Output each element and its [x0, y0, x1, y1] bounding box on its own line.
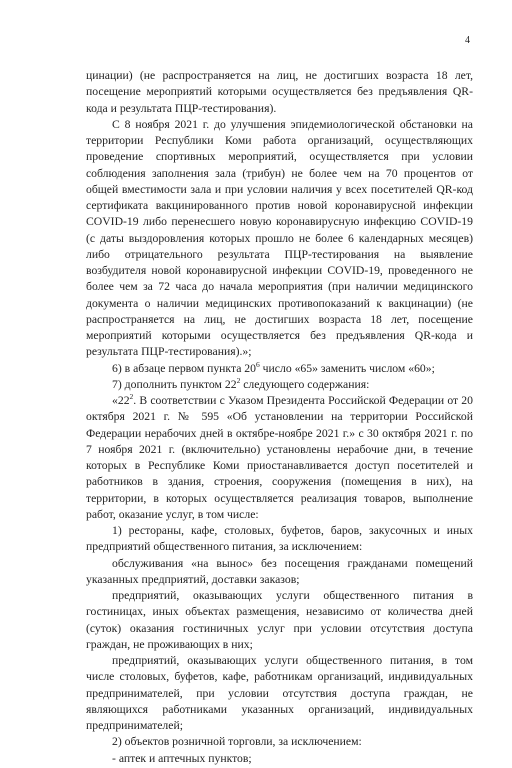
paragraph-pharmacies: - аптек и аптечных пунктов;: [112, 751, 252, 765]
paragraph-employee-catering: предприятий, оказывающих услуги общественного питания, в том числе столовых, буфетов, кафе, работникам организаций, индивидуальных предпринимателей, при условии отсутствия доступа граждан, не являющихся работниками указанных организаций, индивидуальных предпринимателей;: [86, 654, 473, 732]
amendment-7-text-tail: следующего содержания:: [240, 377, 370, 391]
superscript: 2: [236, 375, 241, 385]
item-22-2-text: . В соответствии с Указом Президента Российской Федерации от 20 октября 2021 г. № 595 «Об установлении на территории Российской Федерации нерабочих дней в октябре-ноябре 2021 г.» с 30 октября 2021 г. по 7 ноября 2021 г. (включительно) установлены нерабочие дни, в течение которых в Республике Коми приостанавливается доступ посетителей и работников в здания, строения, сооружения (помещения в них), на территории, в которых осуществляется реализация товаров, выполнение работ, оказание услуг, в том числе:: [86, 394, 473, 521]
amendment-6-text-tail: число «65» заменить числом «60»;: [259, 361, 435, 375]
item-22-2-number: «22: [112, 394, 130, 407]
superscript: 2: [129, 392, 134, 401]
amendment-7-text: 7) дополнить пунктом 22: [112, 377, 237, 391]
superscript: 6: [256, 359, 260, 369]
page-number: 4: [465, 35, 470, 46]
amendment-6-text: 6) в абзаце первом пункта 20: [112, 361, 256, 375]
paragraph-retail: 2) объектов розничной торговли, за исключением:: [112, 735, 362, 749]
paragraph-hotels: предприятий, оказывающих услуги общественного питания в гостиницах, иных объектах размещения, независимо от количества дней (суток) оказания гостиничных услуг при условии отсутствия доступа граждан, не проживающих в них;: [86, 589, 473, 651]
paragraph-takeaway: обслуживания «на вынос» без посещения гражданами помещений указанных предприятий, доставки заказов;: [86, 556, 473, 586]
paragraph-item-22-2: [86, 393, 473, 523]
paragraph-restaurants: 1) рестораны, кафе, столовых, буфетов, баров, закусочных и иных предприятий общественного питания, за исключением:: [86, 524, 473, 554]
paragraph-sports-events: С 8 ноября 2021 г. до улучшения эпидемиологической обстановки на территории Республики Коми работа организаций, осуществляющих проведение спортивных мероприятий, осуществляется при условии соблюдения заполнения зала (трибун) не более чем на 70 процентов от общей вместимости зала и при условии наличия у всех посетителей QR-код сертификата вакцинированного против новой коронавирусной инфекции COVID-19 либо перенесшего новую коронавирусную инфекцию COVID-19 (с даты выздоровления которых прошло не более 6 календарных месяцев) либо отрицательного результата ПЦР-тестирования на выявление возбудителя новой коронавирусной инфекции COVID-19, проведенного не более чем за 72 часа до начала мероприятия (при наличии медицинского документа о наличии медицинских противопоказаний к вакцинации) (не распространяется на лиц, не достигших возраста 18 лет, посещение мероприятий которыми осуществляется без предъявления QR-кода и результата ПЦР-тестирования).»;: [86, 117, 473, 359]
document-body: [86, 68, 473, 767]
paragraph-amendment-6: [86, 361, 473, 377]
paragraph-amendment-7: [86, 377, 473, 393]
paragraph-continuation: цинации) (не распространяется на лиц, не достигших возраста 18 лет, посещение мероприятий которыми осуществляется без предъявления QR-кода и результата ПЦР-тестирования).: [86, 69, 473, 115]
